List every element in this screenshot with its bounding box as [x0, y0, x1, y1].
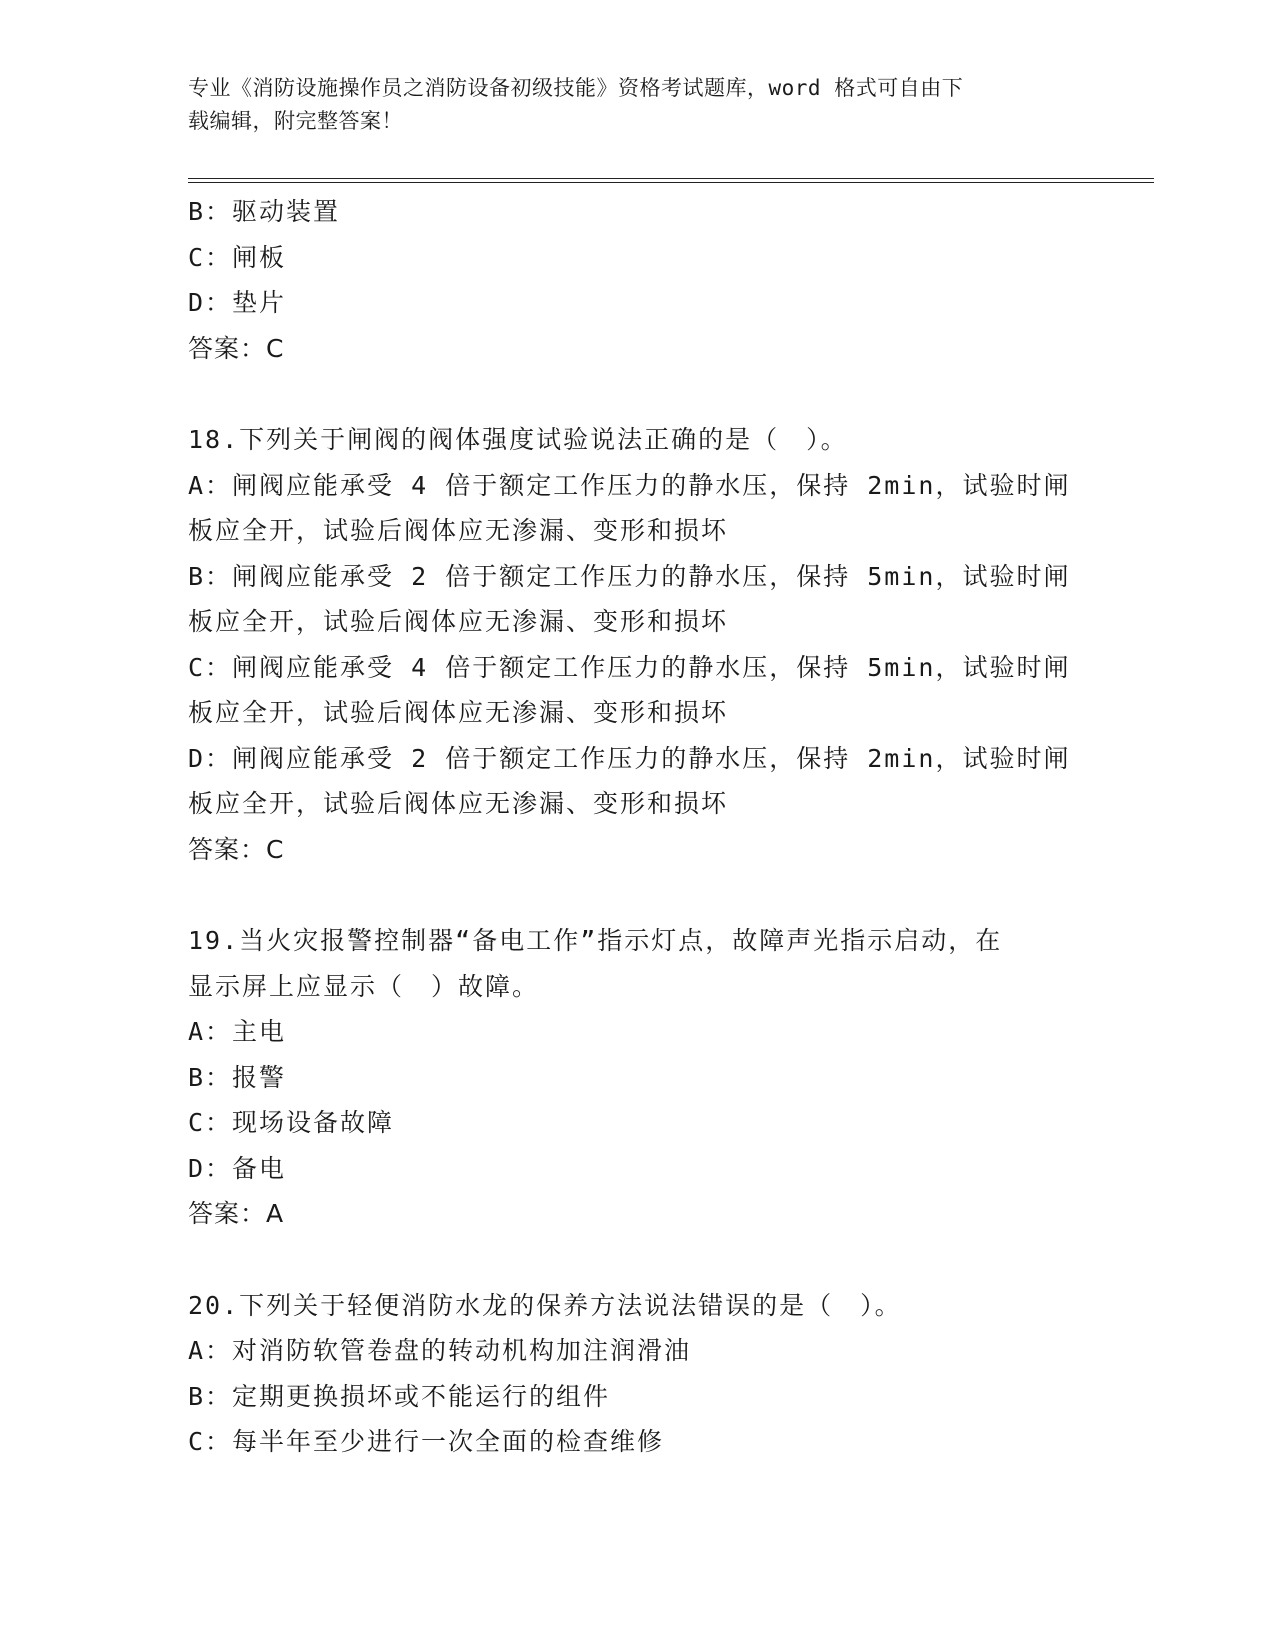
- header-divider-top: [188, 178, 1154, 179]
- q17-option-b: B：驱动装置: [188, 197, 341, 226]
- document-header: [188, 72, 1088, 138]
- q18-option-a-line-2: 板应全开，试验后阀体应无渗漏、变形和损坏: [188, 516, 729, 545]
- q18-option-c-line-1: C：闸阀应能承受 4 倍于额定工作压力的静水压，保持 5min，试验时闸: [188, 652, 1071, 682]
- header-divider-bottom: [188, 182, 1154, 183]
- q19-answer: 答案：A: [188, 1199, 285, 1228]
- q19-option-d: D：备电: [188, 1153, 287, 1183]
- q18-option-a-line-1: A：闸阀应能承受 4 倍于额定工作压力的静水压，保持 2min，试验时闸: [188, 470, 1071, 500]
- q17-option-d: D：垫片: [188, 288, 287, 317]
- q18-option-d-line-2: 板应全开，试验后阀体应无渗漏、变形和损坏: [188, 789, 729, 818]
- question-spacer: [188, 1237, 1088, 1283]
- q19-option-a: A：主电: [188, 1017, 287, 1046]
- question-20: [188, 1283, 1088, 1465]
- header-line-1: 专业《消防设施操作员之消防设备初级技能》资格考试题库，word 格式可自由下: [188, 76, 964, 100]
- question-spacer: [188, 371, 1088, 417]
- question-19: [188, 918, 1088, 1237]
- q17-answer: 答案：C: [188, 333, 285, 363]
- q20-option-a: A：对消防软管卷盘的转动机构加注润滑油: [188, 1336, 692, 1365]
- q18-stem: 18.下列关于闸阀的阀体强度试验说法正确的是（ ）。: [188, 425, 848, 454]
- q19-option-c: C：现场设备故障: [188, 1108, 395, 1137]
- q17-option-c: C：闸板: [188, 242, 287, 272]
- q18-option-b-line-1: B：闸阀应能承受 2 倍于额定工作压力的静水压，保持 5min，试验时闸: [188, 561, 1071, 591]
- q18-option-d-line-1: D：闸阀应能承受 2 倍于额定工作压力的静水压，保持 2min，试验时闸: [188, 743, 1071, 773]
- q18-option-c-line-2: 板应全开，试验后阀体应无渗漏、变形和损坏: [188, 698, 729, 727]
- q19-stem-line-2: 显示屏上应显示（ ）故障。: [188, 971, 540, 1001]
- q18-answer: 答案：C: [188, 834, 285, 864]
- q19-stem-line-1: 19.当火灾报警控制器“备电工作”指示灯点，故障声光指示启动，在: [188, 926, 1003, 955]
- question-18: [188, 417, 1088, 872]
- q20-stem: 20.下列关于轻便消防水龙的保养方法说法错误的是（ ）。: [188, 1290, 902, 1320]
- q19-option-b: B：报警: [188, 1062, 287, 1092]
- question-17-tail: [188, 189, 1088, 371]
- question-spacer: [188, 872, 1088, 918]
- q20-option-c: C：每半年至少进行一次全面的检查维修: [188, 1427, 665, 1456]
- q20-option-b: B：定期更换损坏或不能运行的组件: [188, 1381, 611, 1411]
- header-line-2: 载编辑，附完整答案！: [188, 109, 403, 133]
- q18-option-b-line-2: 板应全开，试验后阀体应无渗漏、变形和损坏: [188, 607, 729, 636]
- question-list: [188, 189, 1088, 1465]
